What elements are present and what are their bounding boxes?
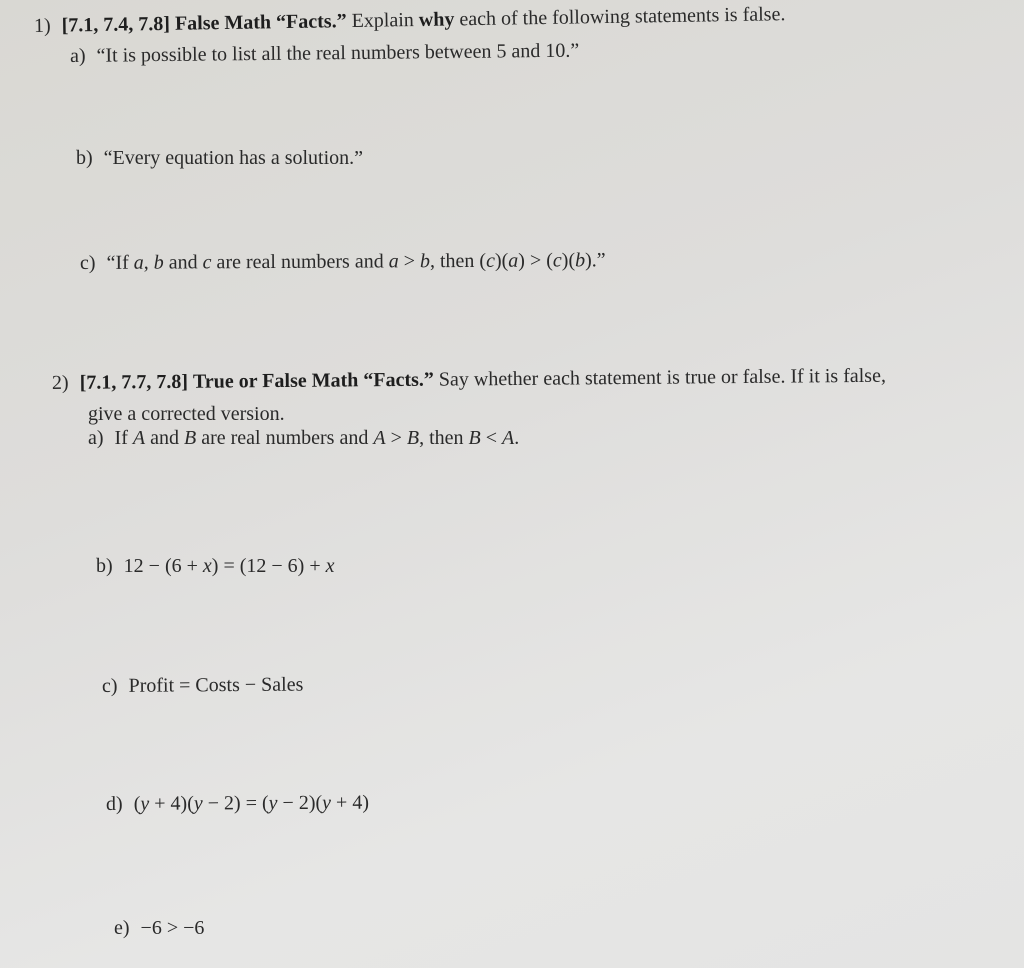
question-title: True or False Math “Facts.” bbox=[192, 368, 434, 393]
question-number: 2) bbox=[51, 371, 69, 394]
question-title: False Math “Facts.” bbox=[174, 10, 347, 35]
statement-text: −6 > −6 bbox=[140, 917, 205, 939]
instruction-text: give a corrected version. bbox=[88, 403, 285, 425]
question-2b bbox=[96, 554, 335, 578]
statement-text: (y + 4)(y − 2) = (y − 2)(y + 4) bbox=[133, 791, 370, 815]
item-letter: e) bbox=[114, 917, 130, 939]
statement-text: “Every equation has a solution.” bbox=[103, 147, 364, 169]
question-2c bbox=[102, 673, 304, 698]
statement-text: 12 − (6 + x) = (12 − 6) + x bbox=[123, 555, 335, 577]
item-letter: b) bbox=[76, 147, 93, 169]
question-1-header bbox=[34, 2, 786, 38]
item-letter: a) bbox=[69, 44, 86, 67]
instruction-emphasis: why bbox=[418, 8, 455, 31]
section-tag: [7.1, 7.4, 7.8] bbox=[61, 12, 171, 37]
item-letter: d) bbox=[105, 792, 123, 815]
instruction-text: each of the following statements is false. bbox=[459, 3, 786, 31]
question-1c bbox=[80, 248, 606, 275]
instruction-text: Say whether each statement is true or false. If it is false, bbox=[438, 364, 887, 391]
instruction-text: Explain bbox=[351, 9, 414, 33]
question-2a bbox=[88, 426, 519, 450]
question-1a bbox=[70, 39, 579, 68]
item-letter: b) bbox=[96, 555, 113, 577]
question-2d bbox=[106, 791, 369, 816]
statement-text: “If a, b and c are real numbers and a > b, then (c)(a) > (c)(b).” bbox=[106, 249, 606, 274]
item-letter: c) bbox=[79, 251, 96, 274]
statement-text: Profit = Costs − Sales bbox=[128, 673, 304, 697]
question-2-header bbox=[52, 364, 886, 395]
question-1b bbox=[76, 146, 363, 170]
statement-text: “It is possible to list all the real numbers between 5 and 10.” bbox=[96, 39, 580, 67]
item-letter: a) bbox=[88, 427, 104, 449]
question-2-instruction-continued bbox=[88, 402, 285, 426]
section-tag: [7.1, 7.7, 7.8] bbox=[79, 370, 189, 394]
question-number: 1) bbox=[33, 14, 51, 37]
item-letter: c) bbox=[101, 674, 118, 697]
statement-text: If A and B are real numbers and A > B, then B < A. bbox=[114, 427, 520, 449]
question-2e bbox=[114, 916, 204, 940]
